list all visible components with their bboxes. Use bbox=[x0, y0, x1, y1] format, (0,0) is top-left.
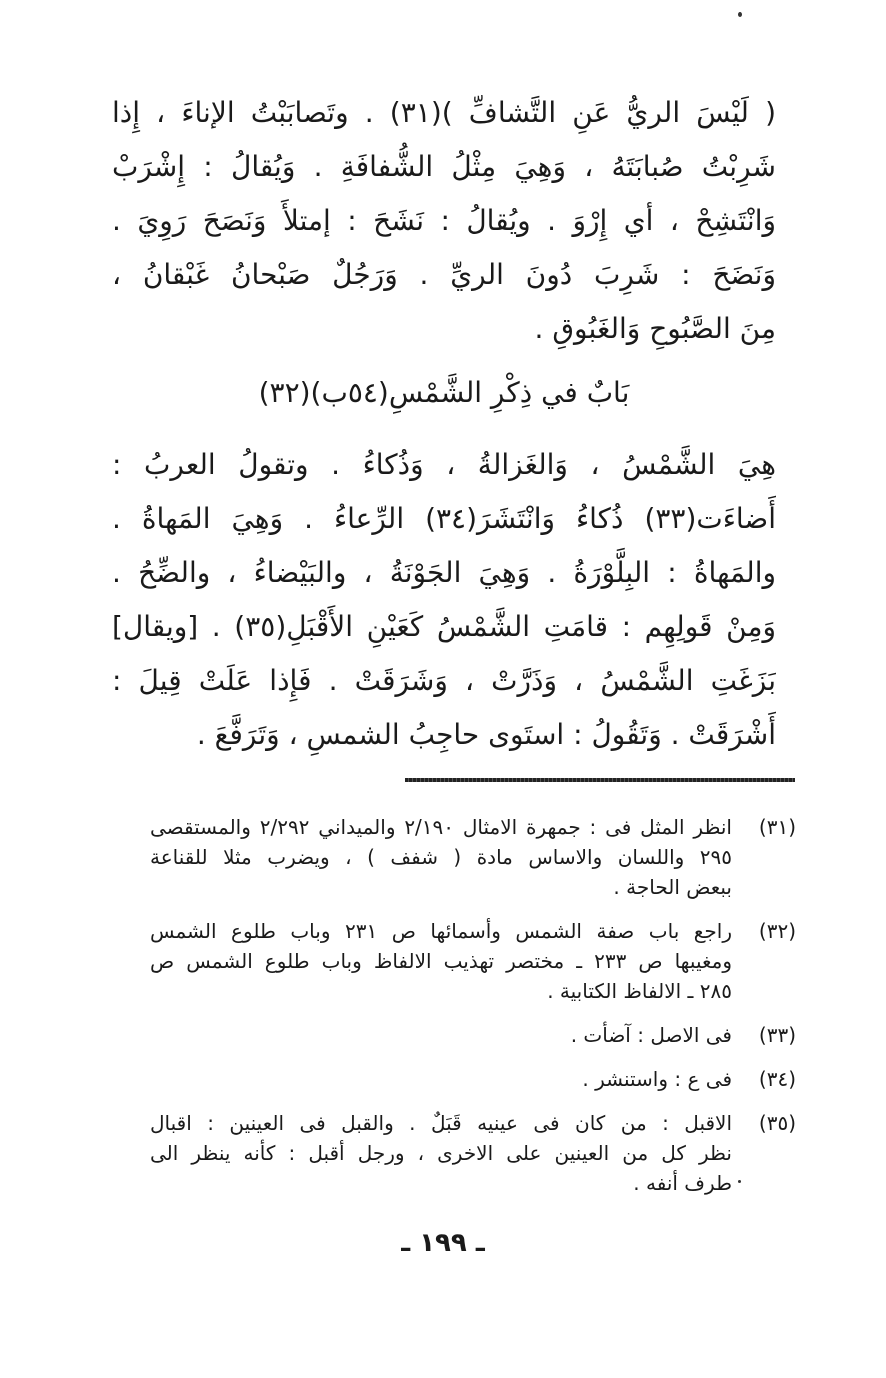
page-number: ـ ١٩٩ ـ bbox=[401, 1228, 485, 1258]
footnote-body bbox=[150, 916, 732, 1006]
paragraph-sun bbox=[112, 438, 776, 762]
footnote-line: فى ع : واستنشر . bbox=[582, 1067, 732, 1091]
footnote-line: نظر كل من العينين على الاخرى ، ورجل أقبل : كأنه ينظر الى bbox=[150, 1141, 732, 1165]
footnote-line: فى الاصل : آضأت . bbox=[570, 1023, 732, 1047]
text-line: شَرِبْتُ صُبابَتَهُ ، وَهِيَ مِثْلُ الشُّفافَةِ . وَيُقالُ : إِشْرَبْ bbox=[112, 150, 776, 183]
footnote-number: (٣٤) bbox=[758, 1067, 796, 1091]
footnote-line: ومغيبها ص ٢٣٣ ـ مختصر تهذيب الالفاظ وباب طلوع الشمس ص bbox=[150, 949, 732, 973]
footnote-32 bbox=[150, 916, 796, 1006]
text-line: وَانْتَشِحْ ، أي إِرْوَ . ويُقالُ : نَشَحَ : إمتلأَ وَنَصَحَ رَوِيَ . bbox=[112, 204, 776, 237]
text-line: أَشْرَقَتْ . وَتَقُولُ : استَوى حاجِبُ الشمسِ ، وَتَرَفَّعَ . bbox=[196, 718, 776, 751]
text-line: وَمِنْ قَولِهِم : قامَتِ الشَّمْسُ كَعَيْنِ الأَقْبَلِ(٣٥) . [ويقال] bbox=[112, 610, 776, 643]
footnote-line: راجع باب صفة الشمس وأسمائها ص ٢٣١ وباب طلوع الشمس bbox=[150, 919, 732, 943]
footnote-divider bbox=[405, 778, 795, 782]
footnote-number: (٣٥) bbox=[758, 1111, 796, 1135]
text-line: بَزَغَتِ الشَّمْسُ ، وَذَرَّتْ ، وَشَرَقَتْ . فَإِذا عَلَتْ قِيلَ : bbox=[112, 664, 776, 697]
footnote-body bbox=[150, 1108, 732, 1198]
footnote-body bbox=[150, 812, 732, 902]
footnote-line: طرف أنفه . bbox=[633, 1171, 732, 1195]
footnotes bbox=[150, 812, 796, 1212]
footnote-34 bbox=[150, 1064, 796, 1094]
section-heading: بَابٌ في ذِكْرِ الشَّمْسِ(٥٤ب)(٣٢) bbox=[258, 376, 630, 409]
footnote-line: ٢٨٥ ـ الالفاظ الكتابية . bbox=[547, 979, 732, 1003]
main-text bbox=[112, 86, 776, 762]
text-line: أَضاءَت(٣٣) ذُكاءُ وَانْتَشَرَ(٣٤) الرِّعاءُ . وَهِيَ المَهاةُ . bbox=[112, 502, 776, 535]
footnote-number: (٣٣) bbox=[758, 1023, 796, 1047]
text-line: وَنَضَحَ : شَرِبَ دُونَ الريِّ . وَرَجُلٌ صَبْحانُ غَبْقانُ ، bbox=[112, 258, 776, 291]
footnote-31 bbox=[150, 812, 796, 902]
footnote-line: الاقبل : من كان فى عينيه قَبَلٌ . والقبل فى العينين : اقبال bbox=[150, 1111, 732, 1135]
text-line: هِيَ الشَّمْسُ ، وَالغَزالةُ ، وَذُكاءُ . وتقولُ العربُ : bbox=[112, 448, 776, 481]
footnote-35 bbox=[150, 1108, 796, 1198]
footnote-body bbox=[150, 1064, 732, 1094]
text-line: مِنَ الصَّبُوحِ وَالغَبُوقِ . bbox=[534, 312, 776, 345]
scan-speck bbox=[738, 12, 742, 17]
footnote-line: انظر المثل فى : جمهرة الامثال ٢/١٩٠ والميداني ٢/٢٩٢ والمستقصى bbox=[150, 815, 732, 839]
footnote-line: ببعض الحاجة . bbox=[613, 875, 732, 899]
footnote-body bbox=[150, 1020, 732, 1050]
footnote-line: ٢٩٥ واللسان والاساس مادة ( شفف ) ، ويضرب مثلا للقناعة bbox=[150, 845, 732, 869]
text-line: والمَهاةُ : البِلَّوْرَةُ . وَهِيَ الجَوْنَةُ ، والبَيْضاءُ ، والضِّحُ . bbox=[112, 556, 776, 589]
text-line: ( لَيْسَ الريُّ عَنِ التَّشافِّ )(٣١) . وتَصابَبْتُ الإناءَ ، إِذا bbox=[112, 96, 776, 129]
footnote-33 bbox=[150, 1020, 796, 1050]
spacer bbox=[112, 426, 776, 438]
footnote-number: (٣٢) bbox=[758, 919, 796, 943]
paragraph-drinking bbox=[112, 86, 776, 356]
footnote-number: (٣١) bbox=[758, 815, 796, 839]
